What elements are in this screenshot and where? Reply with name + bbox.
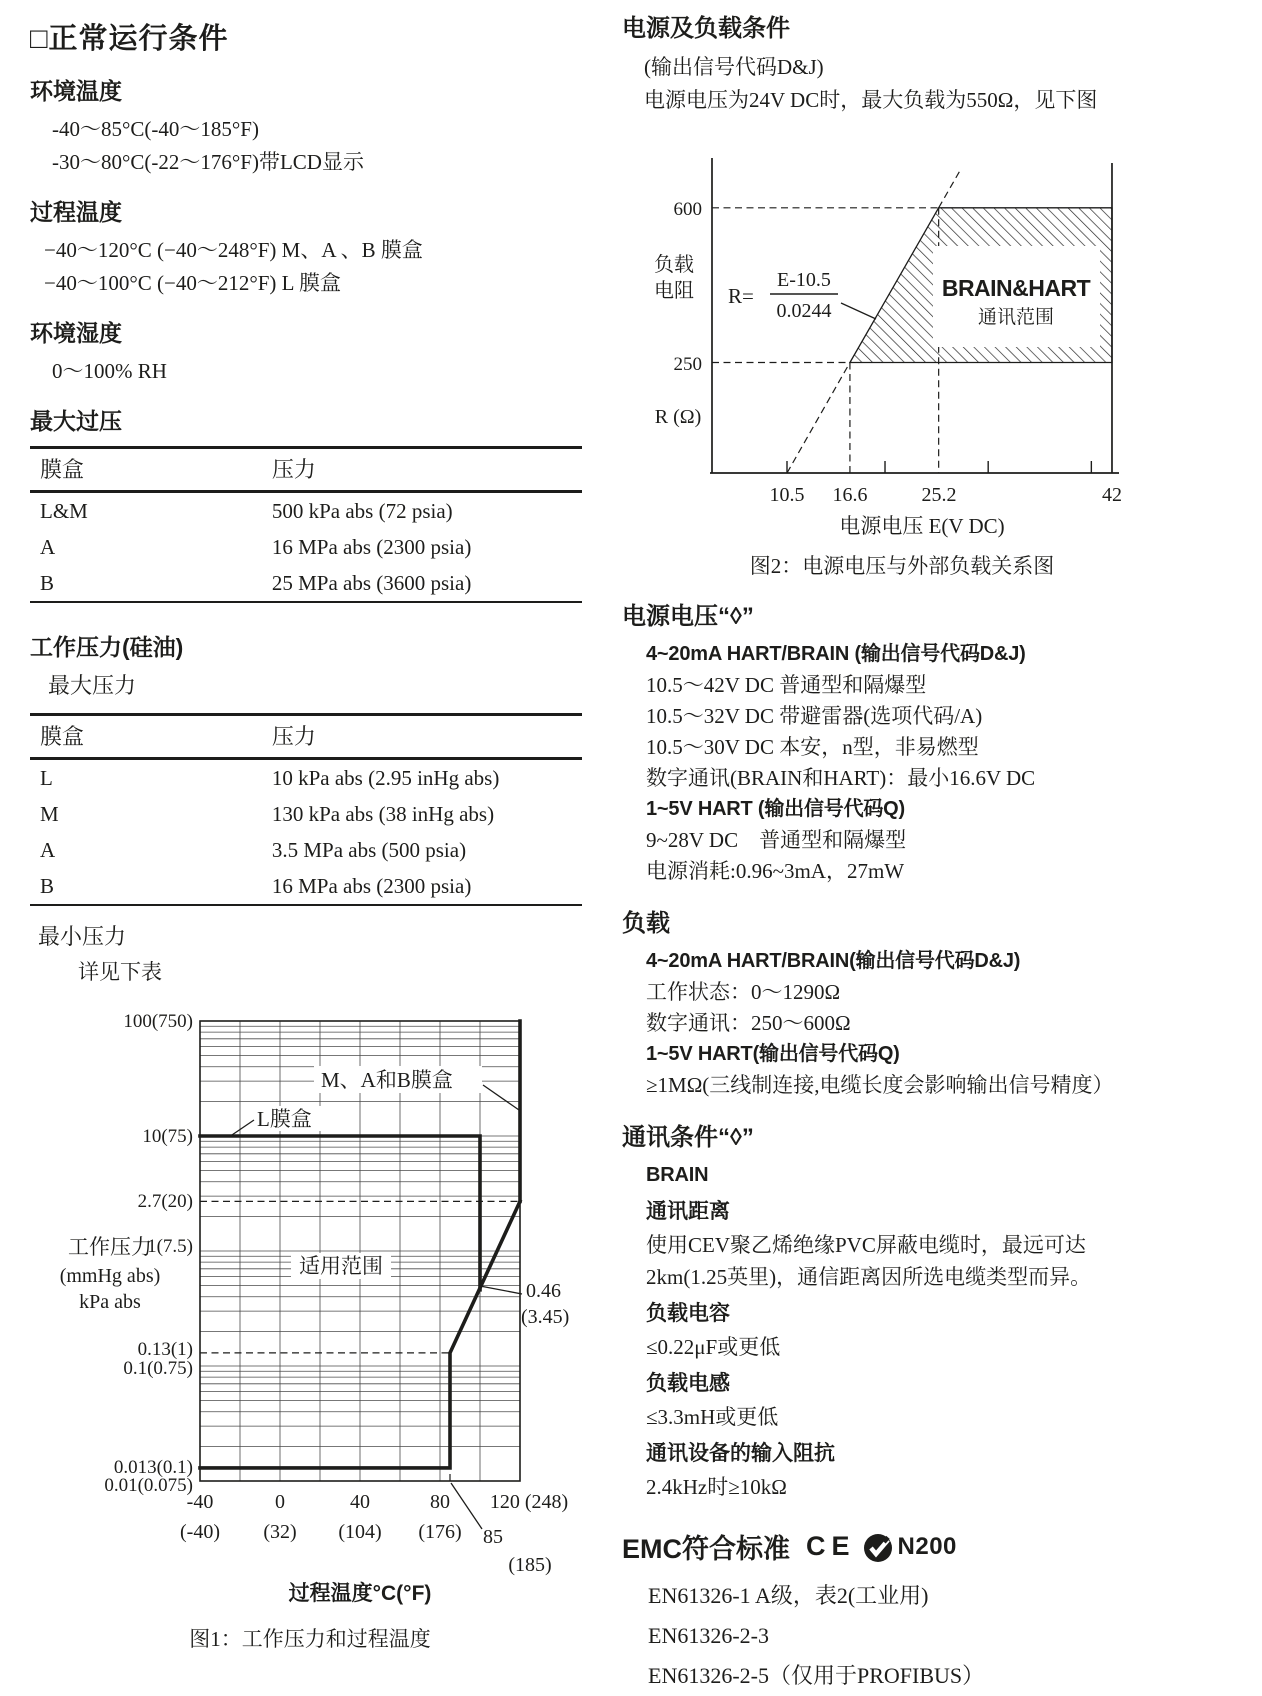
fig2-svg: [622, 123, 1182, 543]
y-axis-title: 电阻: [654, 280, 694, 302]
comm-protocol: BRAIN: [646, 1164, 709, 1186]
power-load-line: (输出信号代码D&J): [644, 55, 824, 79]
figure-2-supply-load-chart: [622, 123, 1256, 580]
x-tick-label: 25.2: [921, 484, 957, 506]
load-inductance-value: ≤3.3mH或更低: [646, 1405, 779, 1429]
subheading-max-pressure: 最大压力: [48, 673, 137, 698]
subheading-input-impedance: 通讯设备的输入阻抗: [646, 1442, 835, 1465]
y-tick-label: 0.013(0.1): [113, 1457, 193, 1478]
y-tick-label: 250: [673, 354, 702, 375]
heading-load: 负载: [622, 910, 670, 937]
process-temp-line: −40～100°C (−40～212°F) L 膜盒: [44, 271, 341, 295]
table-header-row: [30, 715, 582, 759]
x-tick-label: 0: [275, 1491, 285, 1513]
page-title: □正常运行条件: [30, 23, 229, 55]
cell-capsule: A: [40, 535, 56, 559]
supply-voltage-item: 数字通讯(BRAIN和HART)：最小16.6V DC: [646, 766, 1036, 790]
mab-capsule-label: M、A和B膜盒: [321, 1068, 453, 1092]
heading-max-overpressure: 最大过压: [30, 408, 122, 434]
formula-numerator: E-10.5: [777, 269, 831, 291]
figure-1-working-pressure-chart: [30, 996, 608, 1653]
emc-standard-line: EN61326-1 A级，表2(工业用): [648, 1583, 929, 1608]
left-column: [30, 16, 608, 1653]
power-load-line: 电源电压为24V DC时，最大负载为550Ω，见下图: [644, 88, 1098, 112]
supply-voltage-item: 1~5V HART (输出信号代码Q): [646, 798, 906, 820]
column-header-capsule: 膜盒: [30, 448, 262, 492]
column-header-pressure: 压力: [262, 448, 582, 492]
ctick-mark-icon: [862, 1530, 896, 1564]
x-tick-label-f: (104): [338, 1521, 382, 1543]
heading-working-pressure: 工作压力(硅油): [30, 634, 184, 660]
cell-capsule: L&M: [40, 499, 88, 523]
supply-voltage-item: 10.5～32V DC 带避雷器(选项代码/A): [646, 704, 983, 728]
cell-capsule: M: [40, 802, 59, 826]
cell-pressure: 3.5 MPa abs (500 psia): [271, 838, 467, 862]
x-axis-title: 过程温度°C(°F): [288, 1582, 432, 1605]
subheading-load-capacitance: 负载电容: [646, 1302, 730, 1325]
mab-capsule-leader-line: [483, 1085, 519, 1110]
working-pressure-table: [30, 713, 582, 906]
supply-voltage-item: 电源消耗:0.96~3mA，27mW: [646, 859, 905, 883]
x-tick-label-f: (-40): [180, 1521, 220, 1543]
y-axis-title: 工作压力: [68, 1235, 152, 1259]
point-value-mmhg: (3.45): [521, 1306, 570, 1328]
table-row: [30, 759, 582, 797]
load-line-upper: [939, 168, 962, 208]
point-value-kpa: 0.46: [526, 1280, 561, 1302]
cell-pressure: 16 MPa abs (2300 psia): [271, 535, 472, 559]
ce-mark-icon: CE: [806, 1531, 856, 1561]
applicable-range-label: 适用范围: [299, 1254, 383, 1278]
x-tick-label: 42: [1102, 484, 1122, 506]
x-tick-label: -40: [186, 1491, 214, 1513]
table-row: [30, 565, 582, 602]
load-item: 数字通讯：250～600Ω: [646, 1011, 851, 1035]
min-pressure-note: 详见下表: [78, 960, 162, 984]
y-tick-label: 100(750): [123, 1011, 193, 1032]
subheading-comm-distance: 通讯距离: [646, 1200, 730, 1223]
table-row: [30, 868, 582, 905]
cell-pressure: 16 MPa abs (2300 psia): [271, 874, 472, 898]
emc-standard-line: EN61326-2-5（仅用于PROFIBUS）: [648, 1663, 985, 1688]
cell-capsule: B: [40, 874, 55, 898]
formula-lhs: R=: [728, 284, 754, 308]
x-tick-label: 10.5: [769, 484, 805, 506]
cell-pressure: 500 kPa abs (72 psia): [271, 499, 453, 523]
heading-process-temperature: 过程温度: [30, 199, 122, 225]
supply-voltage-item: 10.5～42V DC 普通型和隔爆型: [646, 673, 927, 697]
humidity-line: 0～100% RH: [52, 359, 167, 383]
fig1-svg: [30, 996, 590, 1608]
table-row: [30, 796, 582, 832]
heading-supply-voltage: 电源电压“◊”: [622, 603, 754, 630]
load-item: 工作状态：0～1290Ω: [646, 980, 841, 1004]
load-capacitance-value: ≤0.22μF或更低: [646, 1335, 781, 1359]
y-tick-label: 2.7(20): [137, 1191, 193, 1212]
supply-voltage-item: 4~20mA HART/BRAIN (输出信号代码D&J): [646, 643, 1026, 665]
y-tick-label: 10(75): [142, 1126, 193, 1147]
table-header-row: [30, 448, 582, 492]
x-tick-label-f: (32): [263, 1521, 297, 1543]
x-tick-label-f: (176): [418, 1521, 462, 1543]
y-tick-label: 0.13(1): [137, 1339, 193, 1360]
emc-compliance-row: [622, 1527, 1256, 1566]
load-item: 4~20mA HART/BRAIN(输出信号代码D&J): [646, 950, 1021, 972]
x-tick-label-85f: (185): [508, 1554, 552, 1576]
x-tick-label: 40: [350, 1491, 370, 1513]
region-label-line2: 通讯范围: [977, 307, 1055, 328]
x-tick-label-85: 85: [483, 1526, 503, 1548]
cell-capsule: A: [40, 838, 56, 862]
region-label-line1: BRAIN&HART: [941, 275, 1091, 301]
formula-leader-line: [841, 303, 876, 319]
x-tick-label: 16.6: [832, 484, 868, 506]
x-tick-label: 120 (248): [489, 1491, 569, 1513]
table-row: [30, 529, 582, 565]
y-axis-unit: R (Ω): [654, 406, 702, 428]
cell-pressure: 130 kPa abs (38 inHg abs): [271, 802, 495, 826]
ctick-number: N200: [897, 1532, 957, 1560]
table-row: [30, 832, 582, 868]
heading-power-load-conditions: 电源及负载条件: [622, 15, 790, 42]
comm-distance-line: 2km(1.25英里)，通信距离因所选电缆类型而异。: [646, 1265, 1092, 1289]
load-line-lower: [787, 363, 850, 474]
formula-denominator: 0.0244: [776, 300, 832, 322]
input-impedance-value: 2.4kHz时≥10kΩ: [646, 1475, 787, 1499]
supply-voltage-item: 9~28V DC 普通型和隔爆型: [646, 828, 907, 852]
table-row: [30, 492, 582, 530]
x-axis-title: 电源电压 E(V DC): [839, 514, 1005, 538]
y-axis-title: 负载: [654, 254, 694, 276]
point-leader-line: [480, 1286, 522, 1294]
subheading-load-inductance: 负载电感: [646, 1372, 730, 1395]
column-header-capsule: 膜盒: [30, 715, 262, 759]
figure-2-caption: 图2：电源电压与外部负载关系图: [749, 554, 1055, 578]
cell-pressure: 10 kPa abs (2.95 inHg abs): [271, 766, 500, 790]
load-item: 1~5V HART(输出信号代码Q): [646, 1043, 900, 1065]
heading-min-pressure: 最小压力: [38, 924, 127, 949]
y-axis-unit: (mmHg abs): [59, 1265, 161, 1287]
emc-standard-line: EN61326-2-3: [648, 1623, 769, 1648]
heading-ambient-temperature: 环境温度: [30, 78, 122, 104]
y-tick-label: 600: [673, 199, 702, 220]
y-tick-label: 1(7.5): [147, 1236, 193, 1257]
figure-1-caption: 图1：工作压力和过程温度: [189, 1627, 431, 1651]
load-item: ≥1MΩ(三线制连接,电缆长度会影响输出信号精度）: [646, 1073, 1114, 1097]
cell-pressure: 25 MPa abs (3600 psia): [271, 571, 472, 595]
cell-capsule: B: [40, 571, 55, 595]
comm-distance-line: 使用CEV聚乙烯绝缘PVC屏蔽电缆时，最远可达: [646, 1233, 1086, 1257]
heading-communication-conditions: 通讯条件“◊”: [622, 1124, 754, 1151]
process-temp-line: −40～120°C (−40～248°F) M、A 、B 膜盒: [44, 238, 423, 262]
column-header-pressure: 压力: [262, 715, 582, 759]
heading-emc: EMC符合标准: [622, 1534, 790, 1564]
overpressure-table: [30, 446, 582, 603]
cell-capsule: L: [40, 766, 53, 790]
x-tick-label: 80: [430, 1491, 450, 1513]
supply-voltage-item: 10.5～30V DC 本安，n型，非易燃型: [646, 735, 979, 759]
ambient-temp-line: -40～85°C(-40～185°F): [52, 117, 259, 141]
ambient-temp-line: -30～80°C(-22～176°F)带LCD显示: [52, 150, 364, 174]
y-axis-unit: kPa abs: [79, 1291, 141, 1313]
right-column: [622, 8, 1256, 1696]
y-tick-label: 0.01(0.075): [104, 1475, 193, 1496]
y-tick-label: 0.1(0.75): [123, 1358, 193, 1379]
heading-ambient-humidity: 环境湿度: [30, 320, 122, 346]
l-capsule-label: L膜盒: [257, 1107, 312, 1131]
